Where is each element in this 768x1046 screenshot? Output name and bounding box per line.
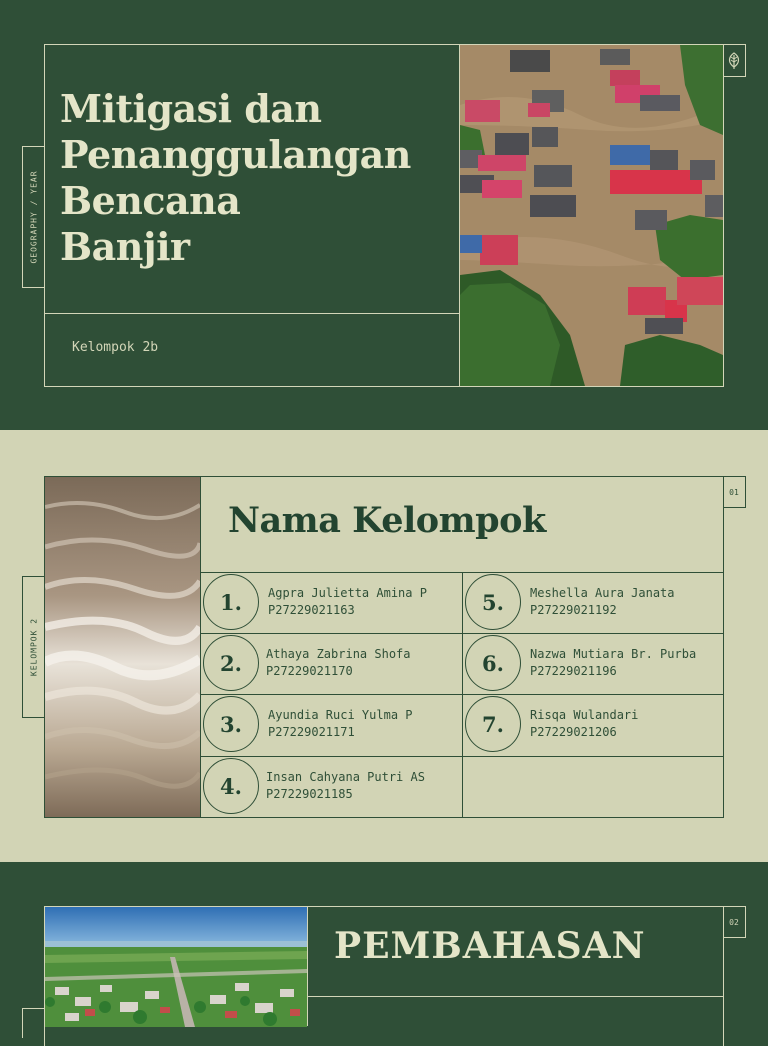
member-name: Ayundia Ruci Yulma P bbox=[268, 708, 413, 722]
flood-water-photo bbox=[45, 477, 200, 817]
page-number: 01 bbox=[723, 476, 746, 508]
slide-heading: Nama Kelompok bbox=[228, 500, 546, 541]
page-number: 02 bbox=[723, 906, 746, 938]
member-id: P27229021196 bbox=[530, 664, 617, 678]
water-illustration bbox=[45, 477, 200, 817]
member-item bbox=[200, 633, 462, 694]
member-id: P27229021170 bbox=[266, 664, 353, 678]
member-number: 5. bbox=[465, 574, 521, 630]
member-number: 2. bbox=[203, 635, 259, 691]
member-id: P27229021206 bbox=[530, 725, 617, 739]
member-item bbox=[462, 633, 724, 694]
member-name: Agpra Julietta Amina P bbox=[268, 586, 427, 600]
member-name: Insan Cahyana Putri AS bbox=[266, 770, 425, 784]
subtitle: Kelompok 2b bbox=[72, 340, 159, 355]
side-tag-label: GEOGRAPHY / YEAR bbox=[29, 170, 38, 264]
title-line: Mitigasi dan bbox=[60, 86, 322, 131]
member-name: Meshella Aura Janata bbox=[530, 586, 675, 600]
side-tag bbox=[22, 576, 44, 718]
slide-heading: PEMBAHASAN bbox=[334, 925, 646, 967]
member-number: 6. bbox=[465, 635, 521, 691]
member-id: P27229021163 bbox=[268, 603, 355, 617]
member-id: P27229021171 bbox=[268, 725, 355, 739]
member-item bbox=[200, 572, 462, 633]
member-name: Athaya Zabrina Shofa bbox=[266, 647, 411, 661]
leaf-logo bbox=[723, 44, 746, 77]
member-number: 4. bbox=[203, 758, 259, 814]
member-id: P27229021192 bbox=[530, 603, 617, 617]
flood-illustration bbox=[460, 45, 723, 386]
side-tag bbox=[22, 146, 44, 288]
member-item bbox=[462, 572, 724, 633]
flooded-village-aerial-photo bbox=[460, 45, 723, 386]
leaf-icon bbox=[727, 52, 741, 70]
title-line: Banjir bbox=[60, 224, 190, 269]
member-number: 3. bbox=[203, 696, 259, 752]
member-number: 1. bbox=[203, 574, 259, 630]
aerial-town-photo bbox=[45, 907, 307, 1027]
member-item bbox=[200, 694, 462, 755]
town-illustration bbox=[45, 907, 307, 1027]
divider bbox=[307, 906, 308, 1026]
member-name: Risqa Wulandari bbox=[530, 708, 639, 722]
side-tag-label: KELOMPOK 2 bbox=[29, 617, 38, 677]
divider bbox=[44, 313, 459, 314]
member-name: Nazwa Mutiara Br. Purba bbox=[530, 647, 697, 661]
side-tag bbox=[22, 1008, 44, 1038]
presentation-title bbox=[60, 86, 450, 270]
title-line: Penanggulangan bbox=[60, 132, 411, 177]
member-number: 7. bbox=[465, 696, 521, 752]
divider bbox=[307, 996, 724, 997]
member-item bbox=[462, 694, 724, 755]
title-line: Bencana bbox=[60, 178, 241, 223]
member-id: P27229021185 bbox=[266, 787, 353, 801]
member-item bbox=[200, 756, 462, 817]
